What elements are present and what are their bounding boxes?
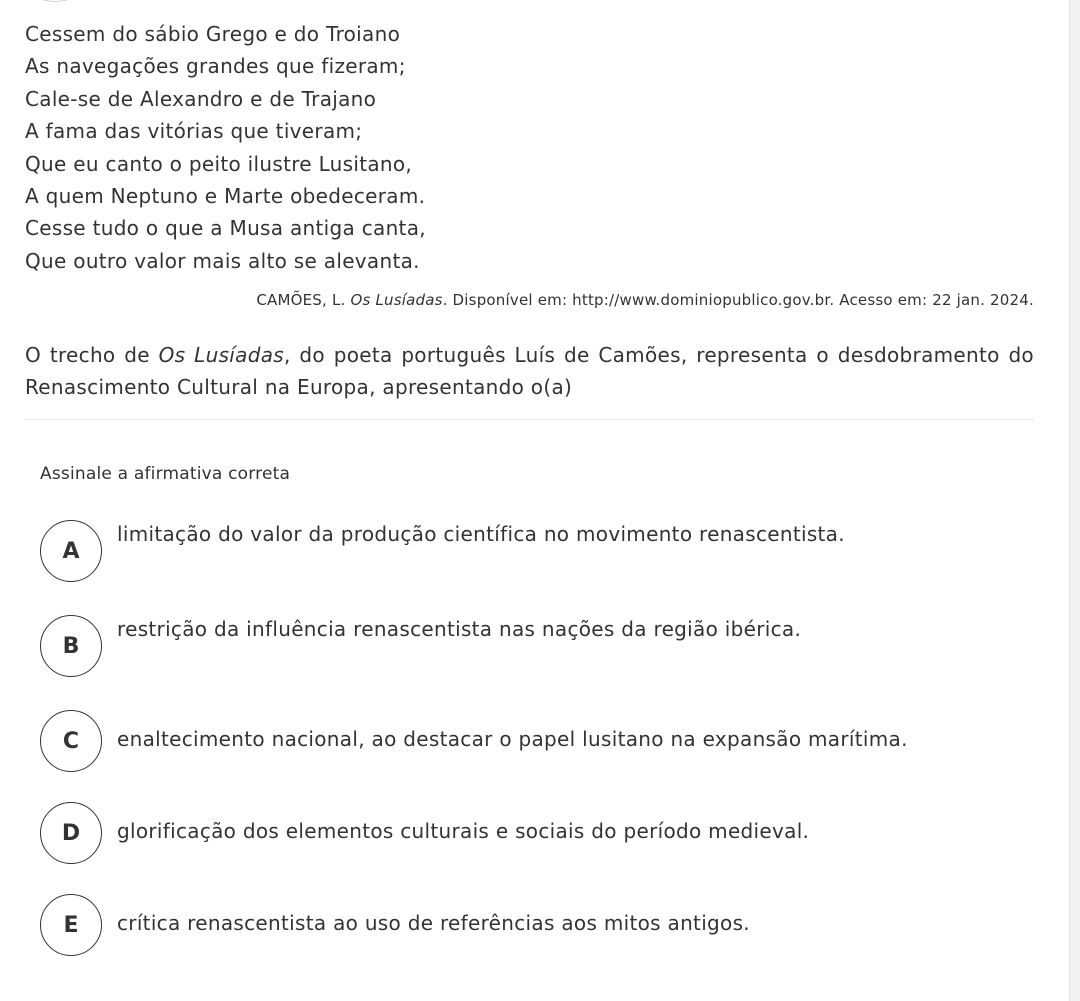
option-text[interactable]: glorificação dos elementos culturais e sociais do período medieval. (117, 819, 810, 843)
poem-line: A fama das vitórias que tiveram; (25, 119, 363, 144)
option-text[interactable]: enaltecimento nacional, ao destacar o papel lusitano na expansão marítima. (117, 727, 908, 751)
option-letter-circle[interactable]: A (40, 520, 102, 582)
option-letter-circle[interactable]: D (40, 802, 102, 864)
statement-title: Os Lusíadas (158, 343, 284, 368)
poem-excerpt (25, 0, 1034, 277)
question-statement (25, 339, 1034, 403)
citation-title: Os Lusíadas (350, 291, 443, 310)
statement-before: O trecho de (25, 343, 159, 368)
option-text[interactable]: crítica renascentista ao uso de referências aos mitos antigos. (117, 911, 750, 935)
answer-prompt: Assinale a afirmativa correta (40, 464, 291, 484)
option-text[interactable]: limitação do valor da produção científica no movimento renascentista. (117, 522, 845, 546)
citation-author: CAMÕES, L. (256, 291, 346, 310)
statement-after: , do poeta português Luís de Camões, representa o desdobramento do Renascimento Cultural na Europa, apresentando o(a) (25, 343, 1034, 400)
option-letter-circle[interactable]: C (40, 710, 102, 772)
scrollbar-track[interactable] (1069, 0, 1080, 1001)
poem-line: Que outro valor mais alto se alevanta. (25, 248, 420, 273)
poem-line: Cale-se de Alexandro e de Trajano (25, 86, 377, 111)
poem-line: Cesse tudo o que a Musa antiga canta, (25, 216, 426, 241)
poem-line: As navegações grandes que fizeram; (25, 54, 406, 79)
divider (25, 419, 1034, 420)
option-text[interactable]: restrição da influência renascentista nas nações da região ibérica. (117, 617, 802, 641)
poem-line: A quem Neptuno e Marte obedeceram. (25, 184, 426, 209)
option-letter-circle[interactable]: E (40, 894, 102, 956)
poem-line: Que eu canto o peito ilustre Lusitano, (25, 151, 413, 176)
citation-source: . Disponível em: http://www.dominiopublico.gov.br. Acesso em: 22 jan. 2024. (442, 291, 1034, 310)
poem-line: Cessem do sábio Grego e do Troiano (25, 22, 401, 46)
citation (25, 291, 1034, 309)
question-content (25, 0, 1034, 420)
option-letter-circle[interactable]: B (40, 615, 102, 677)
